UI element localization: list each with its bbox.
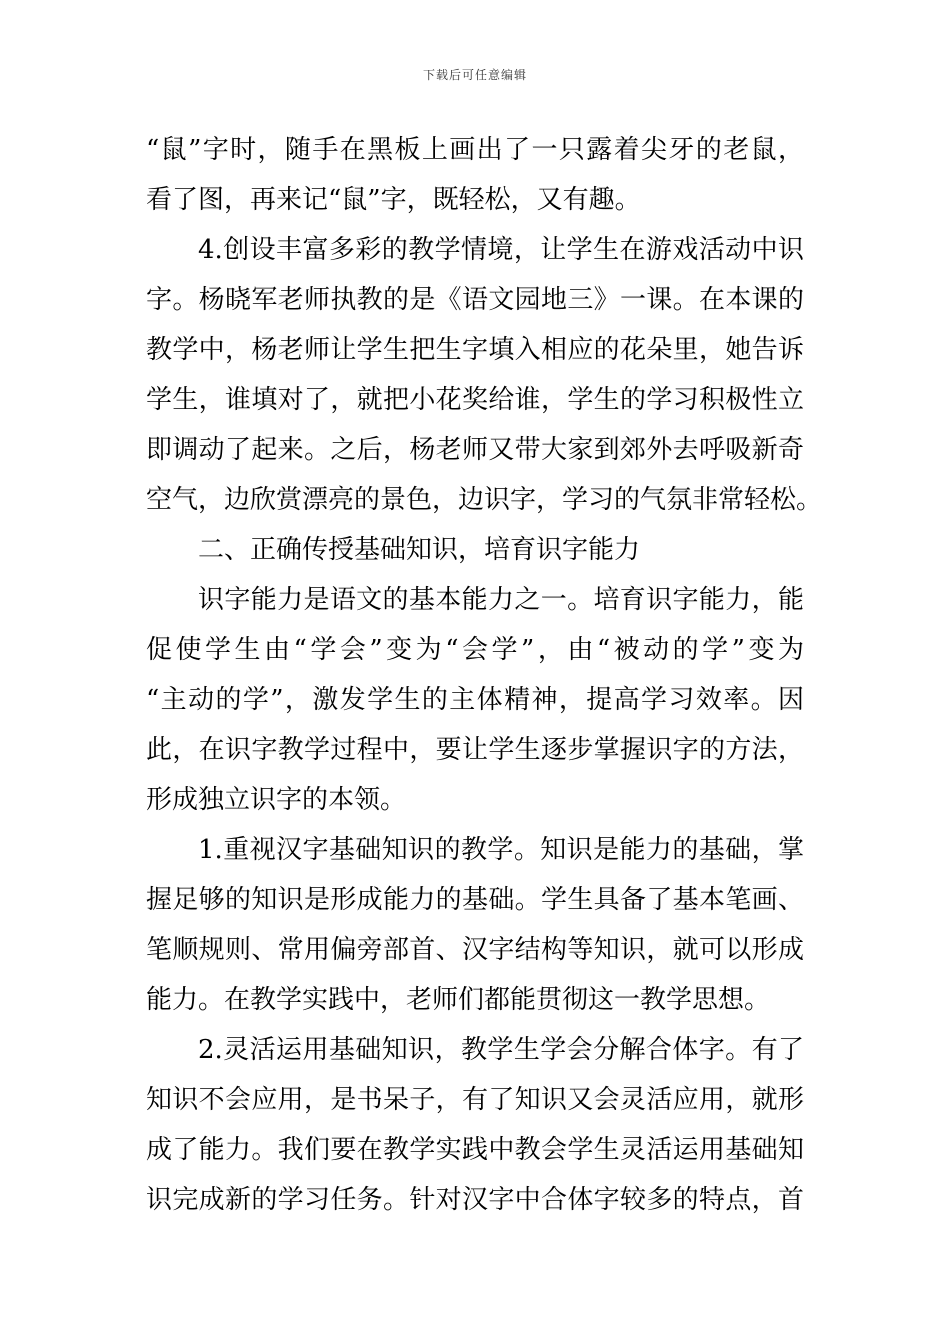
text-line: 握足够的知识是形成能力的基础。学生具备了基本笔画、 — [146, 885, 804, 915]
text-line: 此，在识字教学过程中，要让学生逐步掌握识字的方法， — [146, 735, 804, 765]
text-line: 空气，边欣赏漂亮的景色，边识字，学习的气氛非常轻松。 — [146, 485, 823, 515]
text-line: 能力。在教学实践中，老师们都能贯彻这一教学思想。 — [146, 985, 771, 1015]
text-line: 识完成新的学习任务。针对汉字中合体字较多的特点，首 — [146, 1185, 804, 1215]
text-line: 促使学生由“学会”变为“会学”，由“被动的学”变为 — [146, 635, 804, 665]
text-line: 笔顺规则、常用偏旁部首、汉字结构等知识，就可以形成 — [146, 935, 804, 965]
text-line: 知识不会应用，是书呆子，有了知识又会灵活应用，就形 — [146, 1085, 804, 1115]
text-line: 教学中，杨老师让学生把生字填入相应的花朵里，她告诉 — [146, 335, 804, 365]
text-line: 看了图，再来记“鼠”字，既轻松，又有趣。 — [146, 185, 641, 215]
text-line: 形成独立识字的本领。 — [146, 785, 407, 815]
text-line: 1.重视汉字基础知识的教学。知识是能力的基础，掌 — [198, 835, 804, 865]
text-line: 字。杨晓军老师执教的是《语文园地三》一课。在本课的 — [146, 285, 804, 315]
text-line: “主动的学”，激发学生的主体精神，提高学习效率。因 — [146, 685, 804, 715]
text-line: 即调动了起来。之后，杨老师又带大家到郊外去呼吸新奇 — [146, 435, 804, 465]
text-line: 成了能力。我们要在教学实践中教会学生灵活运用基础知 — [146, 1135, 804, 1165]
page-header: 下载后可任意编辑 — [422, 68, 527, 82]
text-line: 学生，谁填对了，就把小花奖给谁，学生的学习积极性立 — [146, 385, 804, 415]
text-line: 识字能力是语文的基本能力之一。培育识字能力，能 — [198, 585, 804, 615]
text-line: 4.创设丰富多彩的教学情境，让学生在游戏活动中识 — [198, 235, 804, 265]
text-line: “鼠”字时，随手在黑板上画出了一只露着尖牙的老鼠， — [146, 135, 804, 165]
text-line: 2.灵活运用基础知识，教学生学会分解合体字。有了 — [198, 1035, 804, 1065]
section-heading: 二、正确传授基础知识，培育识字能力 — [198, 535, 641, 565]
